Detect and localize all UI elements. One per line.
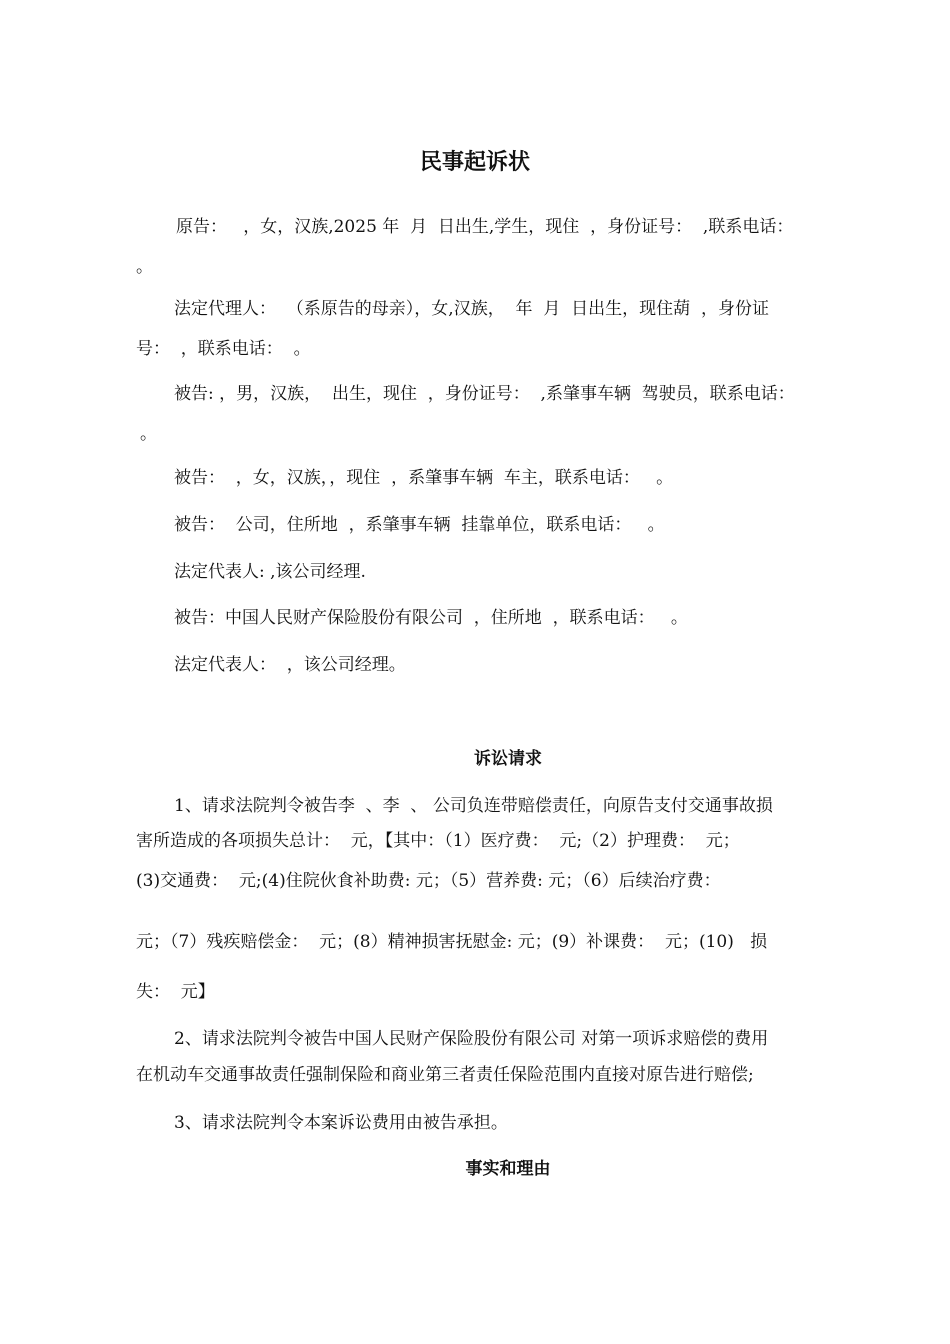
plaintiff-line-2: 。: [136, 257, 153, 277]
claim-2-line-1: 2、请求法院判令被告中国人民财产保险股份有限公司 对第一项诉求赔偿的费用: [174, 1029, 769, 1049]
claim-1-line-1: 1、请求法院判令被告李 、李 、 公司负连带赔偿责任，向原告支付交通事故损: [174, 796, 773, 816]
claim-1-line-5: 失： 元】: [136, 982, 215, 1002]
defendant-3: 被告： 公司，住所地 ，系肇事车辆 挂靠单位，联系电话： 。: [174, 515, 665, 535]
document-title: 民事起诉状: [419, 150, 530, 175]
defendant-4: 被告：中国人民财产保险股份有限公司 ，住所地 ，联系电话： 。: [174, 608, 688, 628]
claim-1-line-3: (3)交通费： 元;(4)住院伙食补助费: 元；（5）营养费: 元；（6）后续治疗费：: [136, 871, 721, 891]
plaintiff-line-1: 原告： ，女，汉族,2025 年 月 日出生,学生，现住 ，身份证号： ,联系电话：: [176, 217, 794, 237]
defendant-4-representative: 法定代表人： ，该公司经理。: [174, 655, 406, 675]
claim-3: 3、请求法院判令本案诉讼费用由被告承担。: [174, 1113, 508, 1133]
claim-2-line-2: 在机动车交通事故责任强制保险和商业第三者责任保险范围内直接对原告进行赔偿;: [136, 1065, 754, 1085]
claim-1-line-2: 害所造成的各项损失总计： 元，【其中：（1）医疗费： 元;（2）护理费： 元；: [136, 831, 740, 851]
defendant-1-line-2: 。: [140, 424, 157, 444]
guardian-line-1: 法定代理人： （系原告的母亲），女,汉族， 年 月 日出生，现住葫 ，身份证: [174, 299, 769, 319]
claims-heading: 诉讼请求: [474, 749, 542, 769]
facts-heading: 事实和理由: [465, 1159, 551, 1179]
defendant-3-representative: 法定代表人: ,该公司经理.: [174, 562, 366, 582]
claim-1-line-4: 元；（7）残疾赔偿金： 元；(8）精神损害抚慰金: 元；(9）补课费： 元；(10) 损: [136, 932, 768, 952]
defendant-1-line-1: 被告: ，男，汉族， 出生，现住 ，身份证号： ,系肇事车辆 驾驶员，联系电话：: [174, 384, 795, 404]
guardian-line-2: 号： ，联系电话： 。: [136, 339, 311, 359]
defendant-2: 被告： ，女，汉族，，现住 ，系肇事车辆 车主，联系电话： 。: [174, 468, 674, 488]
